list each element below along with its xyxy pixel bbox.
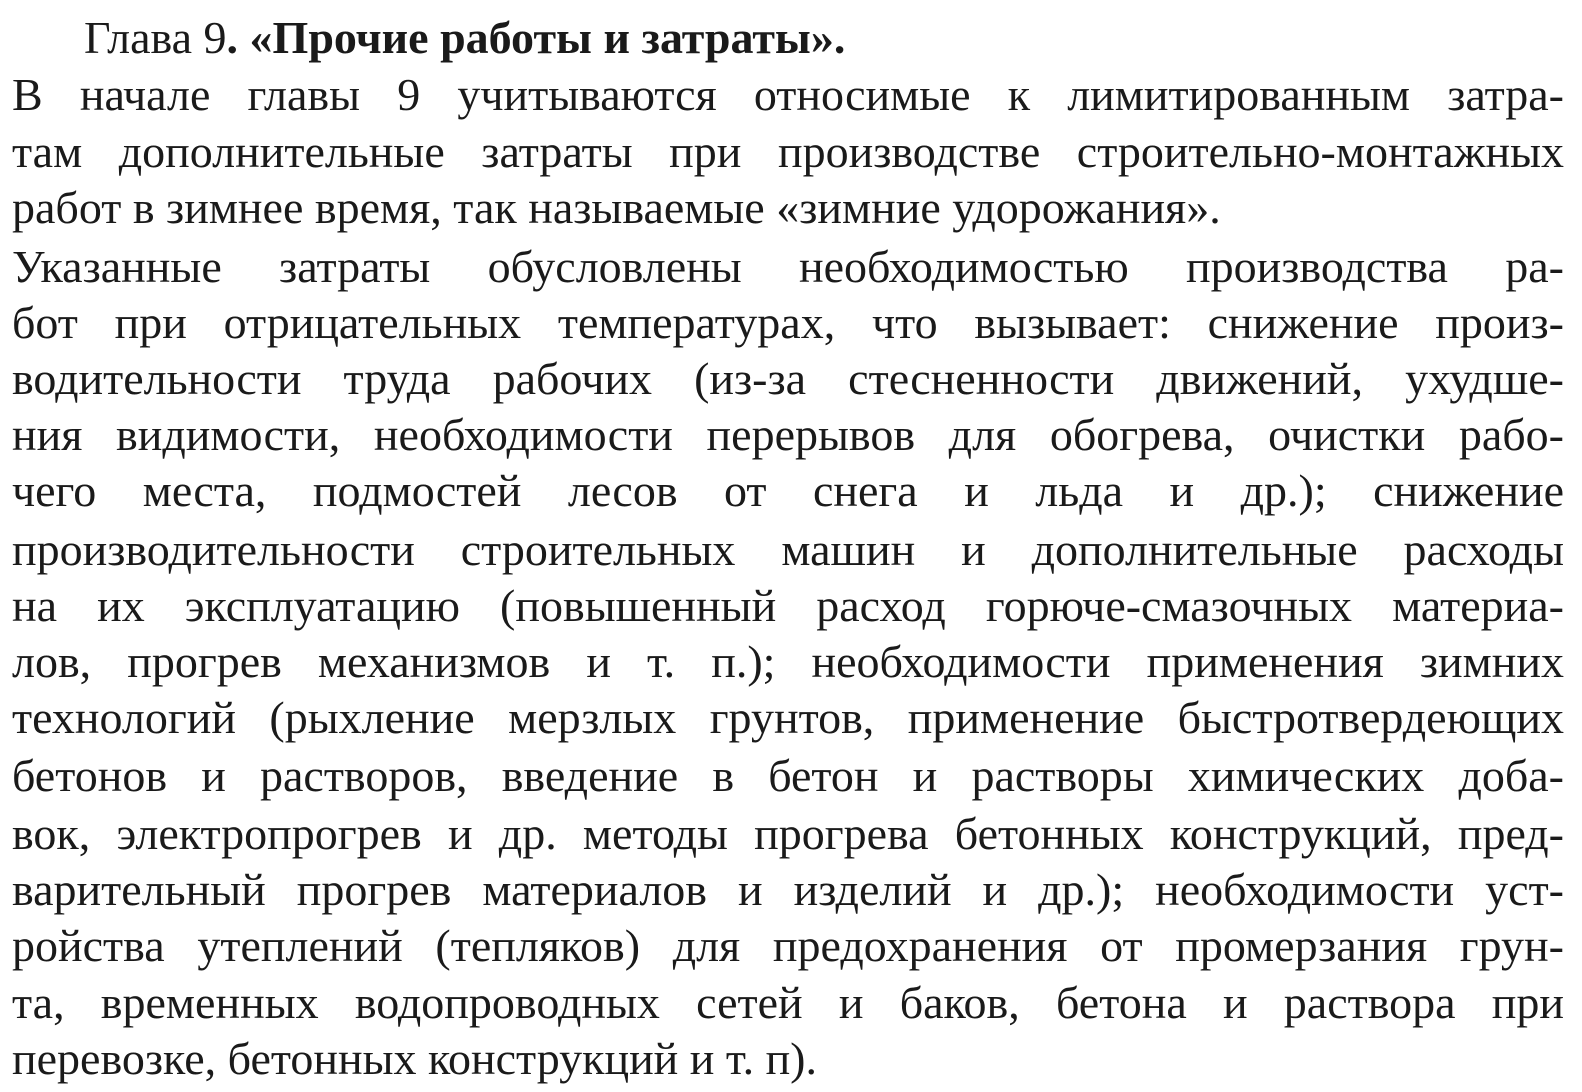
- text-line: ройства утеплений (тепляков) для предохранения от промерзания грун-: [12, 920, 1564, 971]
- text-line: та, временных водопроводных сетей и баков, бетона и раствора при: [12, 977, 1564, 1028]
- text-line: работ в зимнее время, так называемые «зимние удорожания».: [12, 182, 1221, 233]
- text-line: бот при отрицательных температурах, что вызывает: снижение произ-: [12, 297, 1564, 348]
- text-line: там дополнительные затраты при производстве строительно-монтажных: [12, 126, 1564, 177]
- text-line: вок, электропрогрев и др. методы прогрева бетонных конструкций, пред-: [12, 808, 1564, 859]
- text-line: бетонов и растворов, введение в бетон и растворы химических доба-: [12, 750, 1564, 801]
- text-line: ния видимости, необходимости перерывов для обогрева, очистки рабо-: [12, 409, 1564, 460]
- text-line: водительности труда рабочих (из-за стесненности движений, ухудше-: [12, 353, 1564, 404]
- text-line: чего места, подмостей лесов от снега и льда и др.); снижение: [12, 465, 1564, 516]
- chapter-label: Глава 9: [84, 12, 227, 63]
- chapter-heading: [84, 10, 845, 66]
- chapter-title: «Прочие работы и затраты».: [249, 12, 846, 63]
- text-line: производительности строительных машин и дополнительные расходы: [12, 524, 1564, 575]
- text-line: В начале главы 9 учитываются относимые к лимитированным затра-: [12, 69, 1564, 120]
- heading-separator: .: [226, 12, 250, 63]
- text-line: Указанные затраты обусловлены необходимостью производства ра-: [12, 241, 1564, 292]
- text-line: перевозке, бетонных конструкций и т. п).: [12, 1033, 817, 1084]
- text-line: на их эксплуатацию (повышенный расход горюче-смазочных материа-: [12, 580, 1564, 631]
- text-line: технологий (рыхление мерзлых грунтов, применение быстротвердеющих: [12, 692, 1564, 743]
- text-line: лов, прогрев механизмов и т. п.); необходимости применения зимних: [12, 636, 1564, 687]
- text-line: варительный прогрев материалов и изделий и др.); необходимости уст-: [12, 864, 1564, 915]
